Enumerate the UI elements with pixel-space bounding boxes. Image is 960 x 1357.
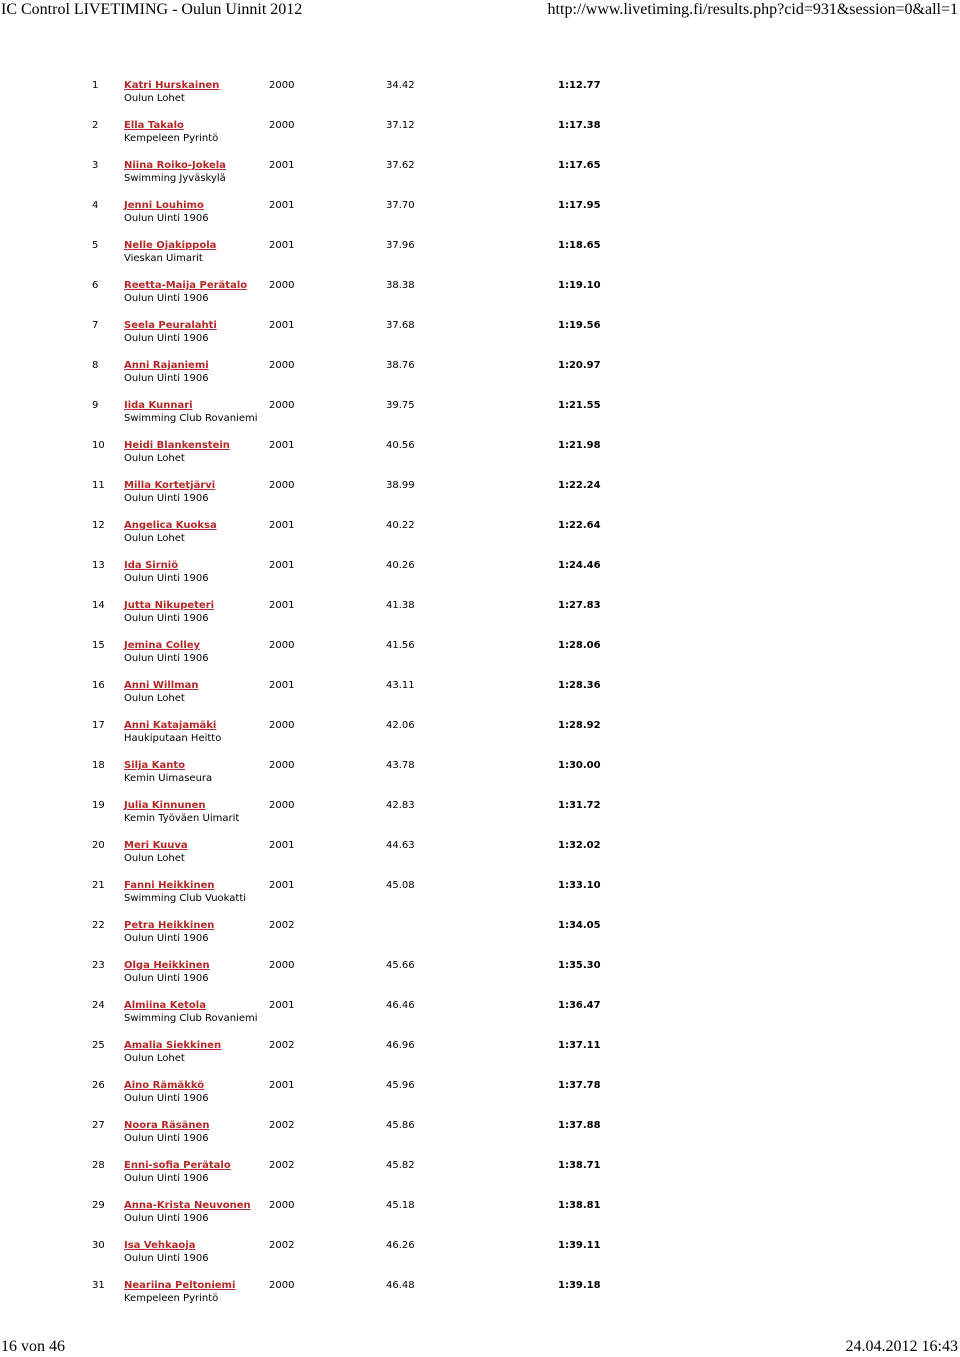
final-time: 1:19.56 xyxy=(558,320,601,331)
result-rank: 19 xyxy=(92,800,105,811)
page-url: http://www.livetiming.fi/results.php?cid=931&session=0&all=1 xyxy=(547,1,958,18)
final-time: 1:35.30 xyxy=(558,960,601,971)
swimmer-name-link[interactable]: Jutta Nikupeteri xyxy=(124,600,215,611)
result-rank: 30 xyxy=(92,1240,105,1251)
swimmer-name-link[interactable]: Silja Kanto xyxy=(124,760,185,771)
club-name: Kempeleen Pyrintö xyxy=(124,1293,219,1304)
result-row xyxy=(0,1115,960,1155)
result-rank: 13 xyxy=(92,560,105,571)
swimmer-name-link[interactable]: Seela Peuralahti xyxy=(124,320,217,331)
result-rank: 28 xyxy=(92,1160,105,1171)
swimmer-name-link[interactable]: Fanni Heikkinen xyxy=(124,880,215,891)
final-time: 1:18.65 xyxy=(558,240,601,251)
final-time: 1:30.00 xyxy=(558,760,601,771)
split-time: 40.22 xyxy=(386,520,415,531)
final-time: 1:37.88 xyxy=(558,1120,601,1131)
final-time: 1:38.81 xyxy=(558,1200,601,1211)
birth-year: 2000 xyxy=(269,120,295,131)
swimmer-name-link[interactable]: Noora Räsänen xyxy=(124,1120,210,1131)
birth-year: 2002 xyxy=(269,1160,295,1171)
page-number: 16 von 46 xyxy=(1,1338,65,1355)
result-row xyxy=(0,1075,960,1115)
swimmer-name-link[interactable]: Anna-Krista Neuvonen xyxy=(124,1200,251,1211)
birth-year: 2002 xyxy=(269,1120,295,1131)
split-time: 39.75 xyxy=(386,400,415,411)
split-time: 46.26 xyxy=(386,1240,415,1251)
final-time: 1:20.97 xyxy=(558,360,601,371)
club-name: Oulun Lohet xyxy=(124,693,185,704)
split-time: 46.96 xyxy=(386,1040,415,1051)
birth-year: 2000 xyxy=(269,800,295,811)
result-rank: 16 xyxy=(92,680,105,691)
club-name: Oulun Uinti 1906 xyxy=(124,213,209,224)
split-time: 43.78 xyxy=(386,760,415,771)
result-row xyxy=(0,1035,960,1075)
split-time: 45.82 xyxy=(386,1160,415,1171)
split-time: 34.42 xyxy=(386,80,415,91)
birth-year: 2001 xyxy=(269,320,295,331)
result-row xyxy=(0,715,960,755)
result-rank: 24 xyxy=(92,1000,105,1011)
club-name: Oulun Uinti 1906 xyxy=(124,973,209,984)
split-time: 45.96 xyxy=(386,1080,415,1091)
result-row xyxy=(0,435,960,475)
birth-year: 2001 xyxy=(269,600,295,611)
swimmer-name-link[interactable]: Amalia Siekkinen xyxy=(124,1040,222,1051)
result-row xyxy=(0,195,960,235)
result-row xyxy=(0,1195,960,1235)
result-row xyxy=(0,675,960,715)
swimmer-name-link[interactable]: Jenni Louhimo xyxy=(124,200,204,211)
result-rank: 10 xyxy=(92,440,105,451)
swimmer-name-link[interactable]: Jemina Colley xyxy=(124,640,201,651)
split-time: 38.99 xyxy=(386,480,415,491)
result-rank: 18 xyxy=(92,760,105,771)
final-time: 1:19.10 xyxy=(558,280,601,291)
final-time: 1:17.95 xyxy=(558,200,601,211)
club-name: Kempeleen Pyrintö xyxy=(124,133,219,144)
final-time: 1:28.36 xyxy=(558,680,601,691)
result-row xyxy=(0,875,960,915)
club-name: Kemin Työväen Uimarit xyxy=(124,813,240,824)
result-rank: 9 xyxy=(92,400,99,411)
swimmer-name-link[interactable]: Julia Kinnunen xyxy=(124,800,206,811)
split-time: 43.11 xyxy=(386,680,415,691)
swimmer-name-link[interactable]: Almiina Ketola xyxy=(124,1000,206,1011)
swimmer-name-link[interactable]: Anni Katajamäki xyxy=(124,720,217,731)
club-name: Oulun Uinti 1906 xyxy=(124,613,209,624)
result-row xyxy=(0,835,960,875)
split-time: 37.96 xyxy=(386,240,415,251)
result-row xyxy=(0,475,960,515)
birth-year: 2000 xyxy=(269,480,295,491)
birth-year: 2001 xyxy=(269,200,295,211)
result-row xyxy=(0,355,960,395)
swimmer-name-link[interactable]: Ella Takalo xyxy=(124,120,184,131)
birth-year: 2001 xyxy=(269,880,295,891)
swimmer-name-link[interactable]: Heidi Blankenstein xyxy=(124,440,230,451)
result-rank: 22 xyxy=(92,920,105,931)
final-time: 1:21.98 xyxy=(558,440,601,451)
club-name: Oulun Uinti 1906 xyxy=(124,1093,209,1104)
birth-year: 2000 xyxy=(269,360,295,371)
club-name: Oulun Lohet xyxy=(124,533,185,544)
final-time: 1:12.77 xyxy=(558,80,601,91)
result-rank: 1 xyxy=(92,80,99,91)
result-rank: 2 xyxy=(92,120,99,131)
birth-year: 2000 xyxy=(269,400,295,411)
final-time: 1:38.71 xyxy=(558,1160,601,1171)
result-rank: 23 xyxy=(92,960,105,971)
split-time: 44.63 xyxy=(386,840,415,851)
swimmer-name-link[interactable]: Reetta-Maija Perätalo xyxy=(124,280,248,291)
final-time: 1:39.18 xyxy=(558,1280,601,1291)
club-name: Haukiputaan Heitto xyxy=(124,733,222,744)
club-name: Oulun Uinti 1906 xyxy=(124,573,209,584)
result-rank: 4 xyxy=(92,200,99,211)
swimmer-name-link[interactable]: Isa Vehkaoja xyxy=(124,1240,196,1251)
swimmer-name-link[interactable]: Ida Sirniö xyxy=(124,560,179,571)
final-time: 1:28.06 xyxy=(558,640,601,651)
split-time: 41.56 xyxy=(386,640,415,651)
final-time: 1:36.47 xyxy=(558,1000,601,1011)
results-list xyxy=(0,75,960,1315)
result-row xyxy=(0,1275,960,1315)
result-row xyxy=(0,915,960,955)
birth-year: 2001 xyxy=(269,240,295,251)
result-rank: 26 xyxy=(92,1080,105,1091)
swimmer-name-link[interactable]: Milla Kortetjärvi xyxy=(124,480,216,491)
print-footer xyxy=(0,1338,960,1357)
result-row xyxy=(0,275,960,315)
swimmer-name-link[interactable]: Nelle Ojakippola xyxy=(124,240,217,251)
birth-year: 2000 xyxy=(269,760,295,771)
club-name: Oulun Uinti 1906 xyxy=(124,1213,209,1224)
final-time: 1:31.72 xyxy=(558,800,601,811)
club-name: Oulun Lohet xyxy=(124,1053,185,1064)
result-rank: 29 xyxy=(92,1200,105,1211)
final-time: 1:39.11 xyxy=(558,1240,601,1251)
swimmer-name-link[interactable]: Anni Willman xyxy=(124,680,199,691)
swimmer-name-link[interactable]: Aino Rämäkkö xyxy=(124,1080,205,1091)
result-rank: 14 xyxy=(92,600,105,611)
result-rank: 7 xyxy=(92,320,99,331)
final-time: 1:28.92 xyxy=(558,720,601,731)
club-name: Oulun Uinti 1906 xyxy=(124,1253,209,1264)
final-time: 1:32.02 xyxy=(558,840,601,851)
birth-year: 2001 xyxy=(269,520,295,531)
final-time: 1:27.83 xyxy=(558,600,601,611)
swimmer-name-link[interactable]: Niina Roiko-Jokela xyxy=(124,160,226,171)
birth-year: 2001 xyxy=(269,560,295,571)
birth-year: 2002 xyxy=(269,1240,295,1251)
result-row xyxy=(0,75,960,115)
birth-year: 2001 xyxy=(269,160,295,171)
result-rank: 31 xyxy=(92,1280,105,1291)
birth-year: 2000 xyxy=(269,80,295,91)
swimmer-name-link[interactable]: Neariina Peltoniemi xyxy=(124,1280,236,1291)
result-rank: 12 xyxy=(92,520,105,531)
split-time: 45.86 xyxy=(386,1120,415,1131)
birth-year: 2000 xyxy=(269,720,295,731)
print-header xyxy=(0,0,960,22)
result-rank: 11 xyxy=(92,480,105,491)
swimmer-name-link[interactable]: Anni Rajaniemi xyxy=(124,360,209,371)
result-rank: 15 xyxy=(92,640,105,651)
club-name: Swimming Club Rovaniemi xyxy=(124,413,258,424)
club-name: Swimming Club Vuokatti xyxy=(124,893,247,904)
result-row xyxy=(0,1155,960,1195)
result-rank: 20 xyxy=(92,840,105,851)
split-time: 37.70 xyxy=(386,200,415,211)
result-row xyxy=(0,315,960,355)
birth-year: 2000 xyxy=(269,960,295,971)
final-time: 1:33.10 xyxy=(558,880,601,891)
final-time: 1:17.65 xyxy=(558,160,601,171)
final-time: 1:17.38 xyxy=(558,120,601,131)
split-time: 38.76 xyxy=(386,360,415,371)
result-row xyxy=(0,755,960,795)
result-rank: 17 xyxy=(92,720,105,731)
club-name: Oulun Uinti 1906 xyxy=(124,1133,209,1144)
split-time: 41.38 xyxy=(386,600,415,611)
club-name: Kemin Uimaseura xyxy=(124,773,213,784)
split-time: 45.18 xyxy=(386,1200,415,1211)
result-row xyxy=(0,955,960,995)
split-time: 37.62 xyxy=(386,160,415,171)
birth-year: 2002 xyxy=(269,920,295,931)
birth-year: 2001 xyxy=(269,680,295,691)
result-row xyxy=(0,155,960,195)
swimmer-name-link[interactable]: Meri Kuuva xyxy=(124,840,188,851)
final-time: 1:22.64 xyxy=(558,520,601,531)
split-time: 40.26 xyxy=(386,560,415,571)
result-row xyxy=(0,1235,960,1275)
split-time: 37.12 xyxy=(386,120,415,131)
final-time: 1:34.05 xyxy=(558,920,601,931)
split-time: 46.46 xyxy=(386,1000,415,1011)
birth-year: 2001 xyxy=(269,1080,295,1091)
swimmer-name-link[interactable]: Katri Hurskainen xyxy=(124,80,220,91)
club-name: Oulun Lohet xyxy=(124,453,185,464)
birth-year: 2000 xyxy=(269,1200,295,1211)
split-time: 42.06 xyxy=(386,720,415,731)
result-row xyxy=(0,635,960,675)
final-time: 1:22.24 xyxy=(558,480,601,491)
split-time: 45.08 xyxy=(386,880,415,891)
result-rank: 25 xyxy=(92,1040,105,1051)
club-name: Oulun Uinti 1906 xyxy=(124,653,209,664)
birth-year: 2000 xyxy=(269,640,295,651)
club-name: Oulun Uinti 1906 xyxy=(124,333,209,344)
birth-year: 2000 xyxy=(269,1280,295,1291)
result-row xyxy=(0,595,960,635)
final-time: 1:24.46 xyxy=(558,560,601,571)
swimmer-name-link[interactable]: Olga Heikkinen xyxy=(124,960,210,971)
club-name: Oulun Uinti 1906 xyxy=(124,1173,209,1184)
result-row xyxy=(0,995,960,1035)
result-row xyxy=(0,515,960,555)
result-row xyxy=(0,395,960,435)
birth-year: 2001 xyxy=(269,840,295,851)
result-rank: 3 xyxy=(92,160,99,171)
result-row xyxy=(0,555,960,595)
print-timestamp: 24.04.2012 16:43 xyxy=(845,1338,958,1355)
result-row xyxy=(0,115,960,155)
birth-year: 2002 xyxy=(269,1040,295,1051)
result-rank: 6 xyxy=(92,280,99,291)
final-time: 1:37.78 xyxy=(558,1080,601,1091)
club-name: Oulun Uinti 1906 xyxy=(124,493,209,504)
final-time: 1:37.11 xyxy=(558,1040,601,1051)
result-rank: 8 xyxy=(92,360,99,371)
result-rank: 27 xyxy=(92,1120,105,1131)
result-row xyxy=(0,795,960,835)
split-time: 46.48 xyxy=(386,1280,415,1291)
swimmer-name-link[interactable]: Petra Heikkinen xyxy=(124,920,215,931)
birth-year: 2000 xyxy=(269,280,295,291)
club-name: Swimming Jyväskylä xyxy=(124,173,226,184)
club-name: Oulun Uinti 1906 xyxy=(124,373,209,384)
club-name: Oulun Lohet xyxy=(124,93,185,104)
club-name: Vieskan Uimarit xyxy=(124,253,203,264)
birth-year: 2001 xyxy=(269,440,295,451)
club-name: Oulun Lohet xyxy=(124,853,185,864)
split-time: 37.68 xyxy=(386,320,415,331)
page-title: IC Control LIVETIMING - Oulun Uinnit 2012 xyxy=(1,1,303,18)
result-rank: 21 xyxy=(92,880,105,891)
split-time: 42.83 xyxy=(386,800,415,811)
split-time: 38.38 xyxy=(386,280,415,291)
result-rank: 5 xyxy=(92,240,99,251)
split-time: 45.66 xyxy=(386,960,415,971)
swimmer-name-link[interactable]: Angelica Kuoksa xyxy=(124,520,217,531)
result-row xyxy=(0,235,960,275)
club-name: Swimming Club Rovaniemi xyxy=(124,1013,258,1024)
birth-year: 2001 xyxy=(269,1000,295,1011)
split-time: 40.56 xyxy=(386,440,415,451)
final-time: 1:21.55 xyxy=(558,400,601,411)
swimmer-name-link[interactable]: Enni-sofia Perätalo xyxy=(124,1160,231,1171)
club-name: Oulun Uinti 1906 xyxy=(124,933,209,944)
swimmer-name-link[interactable]: Iida Kunnari xyxy=(124,400,193,411)
club-name: Oulun Uinti 1906 xyxy=(124,293,209,304)
